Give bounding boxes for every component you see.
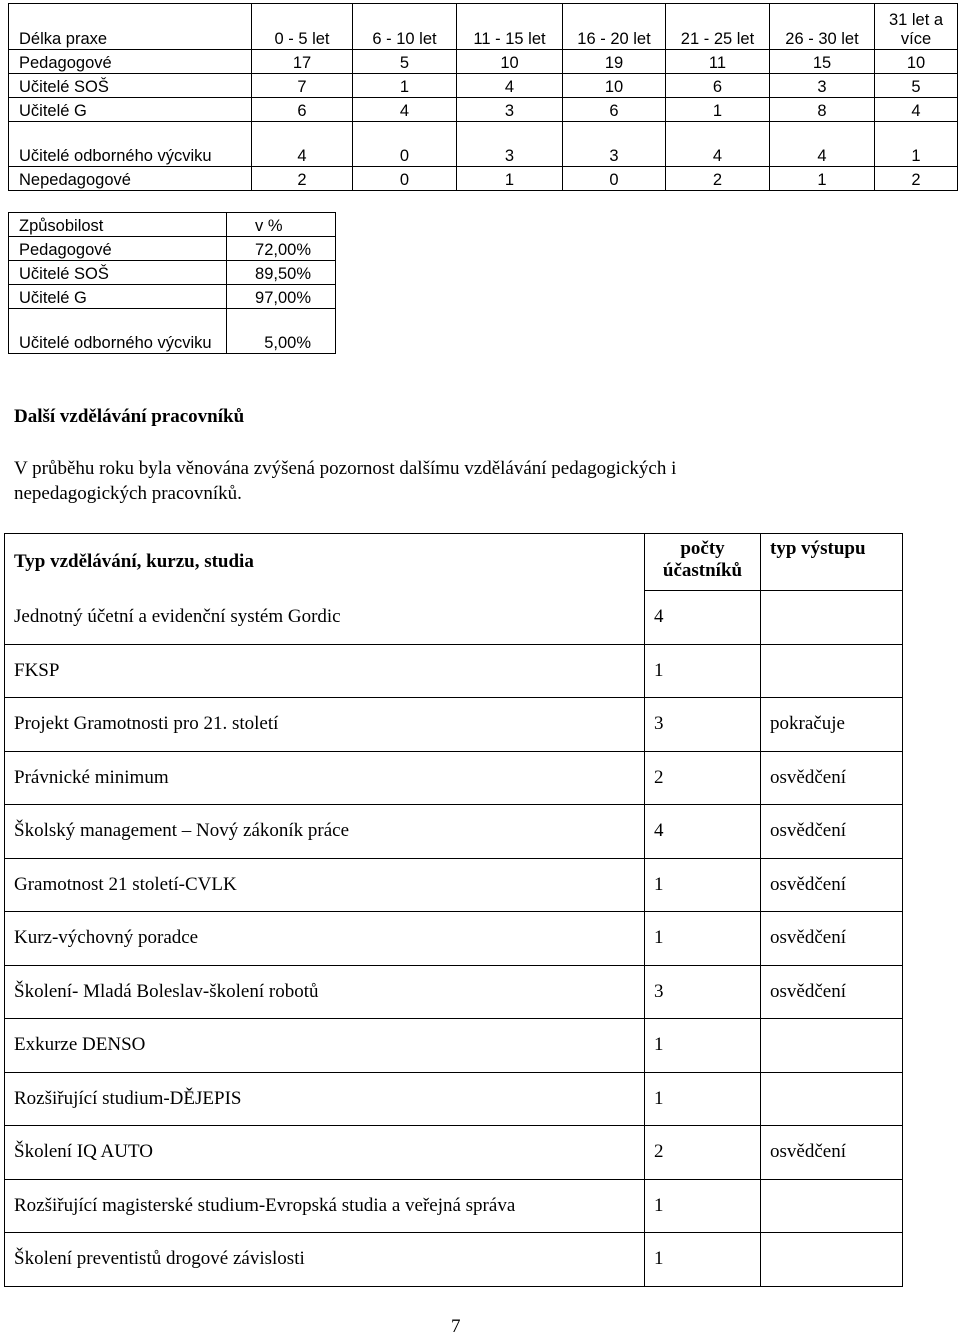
table-row bbox=[9, 237, 336, 261]
output-type bbox=[761, 1179, 903, 1233]
row-label: Učitelé G bbox=[9, 285, 227, 309]
cell-value: 15 bbox=[770, 50, 875, 74]
participant-count: 1 bbox=[645, 644, 761, 698]
table-row bbox=[5, 751, 903, 805]
cell-value: 1 bbox=[770, 167, 875, 191]
table-row bbox=[5, 912, 903, 966]
output-type: osvědčení bbox=[761, 1126, 903, 1180]
cell-value: 0 bbox=[353, 167, 457, 191]
output-type bbox=[761, 1233, 903, 1287]
cell-value: 0 bbox=[353, 122, 457, 167]
participant-count: 1 bbox=[645, 1179, 761, 1233]
row-label: Učitelé SOŠ bbox=[9, 261, 227, 285]
cell-value: 6 bbox=[563, 98, 666, 122]
cell-value: 3 bbox=[457, 98, 563, 122]
table-row bbox=[9, 50, 958, 74]
row-label: Učitelé SOŠ bbox=[9, 74, 252, 98]
table-row bbox=[9, 285, 336, 309]
cell-value: 5 bbox=[875, 74, 958, 98]
participant-count: 4 bbox=[645, 805, 761, 859]
course-name: Školení preventistů drogové závislosti bbox=[5, 1233, 645, 1287]
table-row bbox=[5, 1019, 903, 1073]
output-type: osvědčení bbox=[761, 912, 903, 966]
course-name: Projekt Gramotnosti pro 21. století bbox=[5, 698, 645, 752]
participant-count-header: počty účastníků bbox=[645, 534, 761, 591]
qualification-table bbox=[8, 212, 336, 354]
cell-value: 10 bbox=[563, 74, 666, 98]
section-heading: Další vzdělávání pracovníků bbox=[14, 406, 245, 427]
cell-value: 7 bbox=[252, 74, 353, 98]
row-label: Pedagogové bbox=[9, 237, 227, 261]
table-row bbox=[9, 309, 336, 354]
cell-value: 10 bbox=[457, 50, 563, 74]
cell-value: 6 bbox=[666, 74, 770, 98]
table-row bbox=[5, 1179, 903, 1233]
courses-table bbox=[4, 533, 903, 1287]
table-row bbox=[5, 1233, 903, 1287]
participant-count: 4 bbox=[645, 591, 761, 645]
participant-count: 3 bbox=[645, 698, 761, 752]
table-row bbox=[5, 591, 903, 645]
course-name: Rozšiřující studium-DĚJEPIS bbox=[5, 1072, 645, 1126]
participant-count: 1 bbox=[645, 1072, 761, 1126]
percent-value: 72,00% bbox=[227, 237, 336, 261]
table-row bbox=[5, 805, 903, 859]
cell-value: 1 bbox=[457, 167, 563, 191]
row-label: Nepedagogové bbox=[9, 167, 252, 191]
experience-header-cell: 0 - 5 let bbox=[252, 4, 353, 50]
cell-value: 1 bbox=[353, 74, 457, 98]
table-row bbox=[9, 167, 958, 191]
row-label: Učitelé odborného výcviku bbox=[9, 309, 227, 354]
course-name: Školení IQ AUTO bbox=[5, 1126, 645, 1180]
experience-header-row bbox=[9, 4, 958, 50]
table-row bbox=[5, 1126, 903, 1180]
output-type bbox=[761, 591, 903, 645]
table-row bbox=[9, 98, 958, 122]
course-name: Gramotnost 21 století-CVLK bbox=[5, 858, 645, 912]
output-type-header: typ výstupu bbox=[761, 534, 903, 591]
cell-value: 4 bbox=[457, 74, 563, 98]
output-type bbox=[761, 644, 903, 698]
courses-header-row bbox=[5, 534, 903, 591]
section-paragraph: V průběhu roku byla věnována zvýšená pozornost dalšímu vzdělávání pedagogických i nepedagogických pracovníků. bbox=[14, 458, 677, 504]
experience-header-cell: 11 - 15 let bbox=[457, 4, 563, 50]
table-row bbox=[5, 965, 903, 1019]
participant-count: 2 bbox=[645, 751, 761, 805]
output-type: osvědčení bbox=[761, 805, 903, 859]
cell-value: 10 bbox=[875, 50, 958, 74]
course-name: Školení- Mladá Boleslav-školení robotů bbox=[5, 965, 645, 1019]
cell-value: 4 bbox=[353, 98, 457, 122]
page-number: 7 bbox=[451, 1316, 461, 1337]
course-name: Kurz-výchovný poradce bbox=[5, 912, 645, 966]
experience-header-cell: 6 - 10 let bbox=[353, 4, 457, 50]
output-type: osvědčení bbox=[761, 858, 903, 912]
experience-header-cell: 31 let a více bbox=[875, 4, 958, 50]
cell-value: 6 bbox=[252, 98, 353, 122]
experience-table bbox=[8, 3, 958, 191]
qualification-header-cell: Způsobilost bbox=[9, 213, 227, 237]
cell-value: 1 bbox=[666, 98, 770, 122]
table-row bbox=[9, 122, 958, 167]
output-type bbox=[761, 1072, 903, 1126]
experience-header-cell: 21 - 25 let bbox=[666, 4, 770, 50]
participant-count: 3 bbox=[645, 965, 761, 1019]
participant-count: 1 bbox=[645, 1019, 761, 1073]
participant-count: 1 bbox=[645, 858, 761, 912]
cell-value: 11 bbox=[666, 50, 770, 74]
course-name: Právnické minimum bbox=[5, 751, 645, 805]
cell-value: 4 bbox=[666, 122, 770, 167]
cell-value: 4 bbox=[770, 122, 875, 167]
experience-header-cell: 26 - 30 let bbox=[770, 4, 875, 50]
table-row bbox=[5, 644, 903, 698]
table-row bbox=[9, 74, 958, 98]
course-name: Rozšiřující magisterské studium-Evropská studia a veřejná správa bbox=[5, 1179, 645, 1233]
table-row bbox=[9, 261, 336, 285]
output-type: pokračuje bbox=[761, 698, 903, 752]
cell-value: 3 bbox=[457, 122, 563, 167]
row-label: Učitelé odborného výcviku bbox=[9, 122, 252, 167]
table-row bbox=[5, 1072, 903, 1126]
cell-value: 2 bbox=[666, 167, 770, 191]
cell-value: 2 bbox=[252, 167, 353, 191]
qualification-header-row bbox=[9, 213, 336, 237]
participant-count: 2 bbox=[645, 1126, 761, 1180]
table-row bbox=[5, 698, 903, 752]
percent-value: 97,00% bbox=[227, 285, 336, 309]
output-type: osvědčení bbox=[761, 965, 903, 1019]
cell-value: 2 bbox=[875, 167, 958, 191]
cell-value: 17 bbox=[252, 50, 353, 74]
cell-value: 4 bbox=[252, 122, 353, 167]
row-label: Učitelé G bbox=[9, 98, 252, 122]
percent-value: 89,50% bbox=[227, 261, 336, 285]
course-name: Školský management – Nový zákoník práce bbox=[5, 805, 645, 859]
output-type bbox=[761, 1019, 903, 1073]
course-type-header: Typ vzdělávání, kurzu, studia bbox=[5, 534, 645, 591]
course-name: Jednotný účetní a evidenční systém Gordic bbox=[5, 591, 645, 645]
course-name: FKSP bbox=[5, 644, 645, 698]
table-row bbox=[5, 858, 903, 912]
cell-value: 0 bbox=[563, 167, 666, 191]
cell-value: 19 bbox=[563, 50, 666, 74]
experience-header-cell: 16 - 20 let bbox=[563, 4, 666, 50]
row-label: Pedagogové bbox=[9, 50, 252, 74]
percent-value: 5,00% bbox=[227, 309, 336, 354]
cell-value: 4 bbox=[875, 98, 958, 122]
experience-header-cell: Délka praxe bbox=[9, 4, 252, 50]
output-type: osvědčení bbox=[761, 751, 903, 805]
course-name: Exkurze DENSO bbox=[5, 1019, 645, 1073]
cell-value: 5 bbox=[353, 50, 457, 74]
cell-value: 8 bbox=[770, 98, 875, 122]
cell-value: 3 bbox=[770, 74, 875, 98]
participant-count: 1 bbox=[645, 912, 761, 966]
cell-value: 3 bbox=[563, 122, 666, 167]
cell-value: 1 bbox=[875, 122, 958, 167]
qualification-header-cell: v % bbox=[227, 213, 336, 237]
participant-count: 1 bbox=[645, 1233, 761, 1287]
